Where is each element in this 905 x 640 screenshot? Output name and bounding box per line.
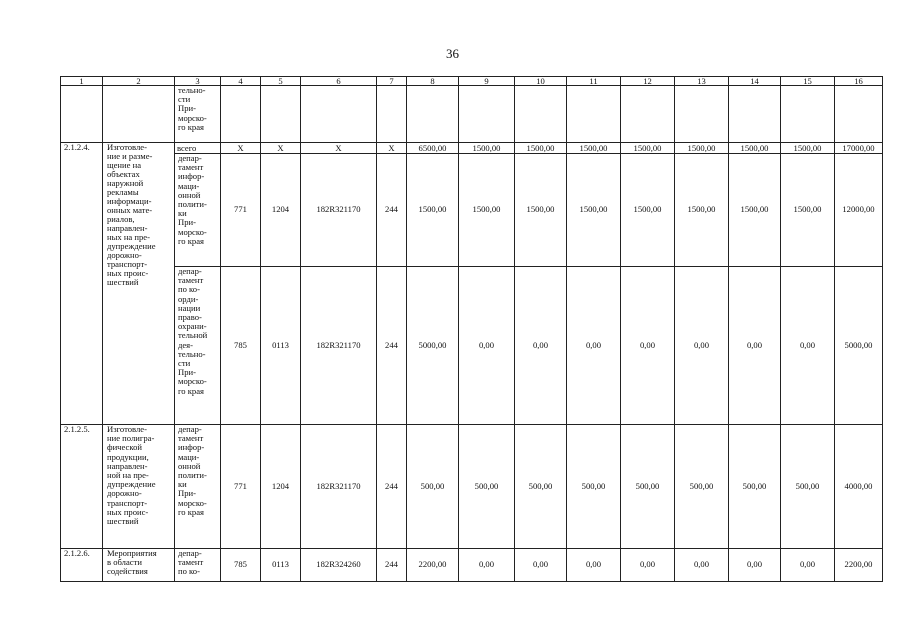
value-cell: 0,00 xyxy=(675,267,729,425)
value-cell: 0,00 xyxy=(621,267,675,425)
column-header: 10 xyxy=(515,77,567,86)
budget-table xyxy=(60,76,883,582)
value-cell: 1204 xyxy=(261,154,301,267)
item-number: 2.1.2.4. xyxy=(61,143,103,425)
value-cell: 0,00 xyxy=(567,267,621,425)
value-cell: 5000,00 xyxy=(835,267,883,425)
value-cell: 244 xyxy=(377,425,407,549)
value-cell: 244 xyxy=(377,549,407,582)
value-cell: 1500,00 xyxy=(729,154,781,267)
value-cell: 0,00 xyxy=(729,267,781,425)
value-cell: 500,00 xyxy=(729,425,781,549)
column-header: 9 xyxy=(459,77,515,86)
value-cell: 0,00 xyxy=(675,549,729,582)
executor-cell: депар- тамент по ко- xyxy=(175,549,221,582)
column-header: 1 xyxy=(61,77,103,86)
value-cell: 0,00 xyxy=(781,549,835,582)
table-row xyxy=(61,425,883,549)
value-cell: 1500,00 xyxy=(407,154,459,267)
value-cell: X xyxy=(377,143,407,154)
value-cell: 500,00 xyxy=(407,425,459,549)
table-row xyxy=(61,86,883,143)
value-cell: 500,00 xyxy=(459,425,515,549)
value-cell: 5000,00 xyxy=(407,267,459,425)
value-cell: 1500,00 xyxy=(729,143,781,154)
table-row xyxy=(61,549,883,582)
value-cell: 1500,00 xyxy=(567,143,621,154)
value-cell: 1500,00 xyxy=(675,154,729,267)
column-header: 14 xyxy=(729,77,781,86)
value-cell: 1204 xyxy=(261,425,301,549)
value-cell: 182R321170 xyxy=(301,154,377,267)
table-row xyxy=(61,267,883,425)
value-cell: 17000,00 xyxy=(835,143,883,154)
column-header: 15 xyxy=(781,77,835,86)
value-cell: 1500,00 xyxy=(515,143,567,154)
table-row xyxy=(61,143,883,154)
value-cell: 1500,00 xyxy=(675,143,729,154)
value-cell: 182R324260 xyxy=(301,549,377,582)
value-cell: 182R321170 xyxy=(301,425,377,549)
column-number-row xyxy=(61,77,883,86)
column-header: 2 xyxy=(103,77,175,86)
item-name: Изготовле- ние и разме- щение на объектах наружной рекламы информаци- онных мате- риалов, направлен- ных на пре- дупреждение дорожно- транспорт- ных проис- шествий xyxy=(103,143,175,425)
executor-cell: депар- тамент инфор- маци- онной полити- ки При- морско- го края xyxy=(175,154,221,267)
item-number: 2.1.2.5. xyxy=(61,425,103,549)
column-header: 6 xyxy=(301,77,377,86)
value-cell: 500,00 xyxy=(515,425,567,549)
value-cell: 0,00 xyxy=(459,267,515,425)
column-header: 11 xyxy=(567,77,621,86)
value-cell: 1500,00 xyxy=(515,154,567,267)
column-header: 3 xyxy=(175,77,221,86)
item-name: Мероприятия в области содействия xyxy=(103,549,175,582)
value-cell: 0,00 xyxy=(729,549,781,582)
value-cell: 6500,00 xyxy=(407,143,459,154)
value-cell: 1500,00 xyxy=(459,143,515,154)
value-cell: 500,00 xyxy=(567,425,621,549)
column-header: 8 xyxy=(407,77,459,86)
column-header: 16 xyxy=(835,77,883,86)
value-cell: 771 xyxy=(221,425,261,549)
value-cell: 785 xyxy=(221,267,261,425)
value-cell: X xyxy=(221,143,261,154)
column-header: 5 xyxy=(261,77,301,86)
executor-cell: депар- тамент инфор- маци- онной полити- ки При- морско- го края xyxy=(175,425,221,549)
column-header: 12 xyxy=(621,77,675,86)
page-number: 36 xyxy=(446,46,459,61)
item-number: 2.1.2.6. xyxy=(61,549,103,582)
column-header: 7 xyxy=(377,77,407,86)
executor-cell: всего xyxy=(175,143,221,154)
value-cell: 500,00 xyxy=(781,425,835,549)
value-cell: 2200,00 xyxy=(835,549,883,582)
value-cell: 0,00 xyxy=(459,549,515,582)
column-header: 4 xyxy=(221,77,261,86)
value-cell: 1500,00 xyxy=(781,154,835,267)
value-cell: 0,00 xyxy=(515,267,567,425)
value-cell: 1500,00 xyxy=(621,154,675,267)
value-cell: 0113 xyxy=(261,267,301,425)
value-cell: 771 xyxy=(221,154,261,267)
value-cell: 2200,00 xyxy=(407,549,459,582)
executor-cell: тельно- сти При- морско- го края xyxy=(175,86,221,143)
value-cell: 182R321170 xyxy=(301,267,377,425)
value-cell: X xyxy=(301,143,377,154)
executor-cell: депар- тамент по ко- орди- нации право- охрани- тельной дея- тельно- сти При- морско- го края xyxy=(175,267,221,425)
value-cell: 0113 xyxy=(261,549,301,582)
value-cell: 1500,00 xyxy=(621,143,675,154)
value-cell: 0,00 xyxy=(567,549,621,582)
value-cell: 0,00 xyxy=(781,267,835,425)
item-name: Изготовле- ние полигра- фической продукции, направлен- ной на пре- дупреждение дорожно- транспорт- ных проис- шествий xyxy=(103,425,175,549)
table-row xyxy=(61,154,883,267)
column-header: 13 xyxy=(675,77,729,86)
value-cell: 0,00 xyxy=(621,549,675,582)
value-cell: 12000,00 xyxy=(835,154,883,267)
value-cell: 4000,00 xyxy=(835,425,883,549)
value-cell: 0,00 xyxy=(515,549,567,582)
value-cell: 1500,00 xyxy=(459,154,515,267)
value-cell: 500,00 xyxy=(675,425,729,549)
value-cell: 1500,00 xyxy=(567,154,621,267)
value-cell: 500,00 xyxy=(621,425,675,549)
value-cell: 244 xyxy=(377,267,407,425)
value-cell: 785 xyxy=(221,549,261,582)
value-cell: 1500,00 xyxy=(781,143,835,154)
value-cell: 244 xyxy=(377,154,407,267)
value-cell: X xyxy=(261,143,301,154)
